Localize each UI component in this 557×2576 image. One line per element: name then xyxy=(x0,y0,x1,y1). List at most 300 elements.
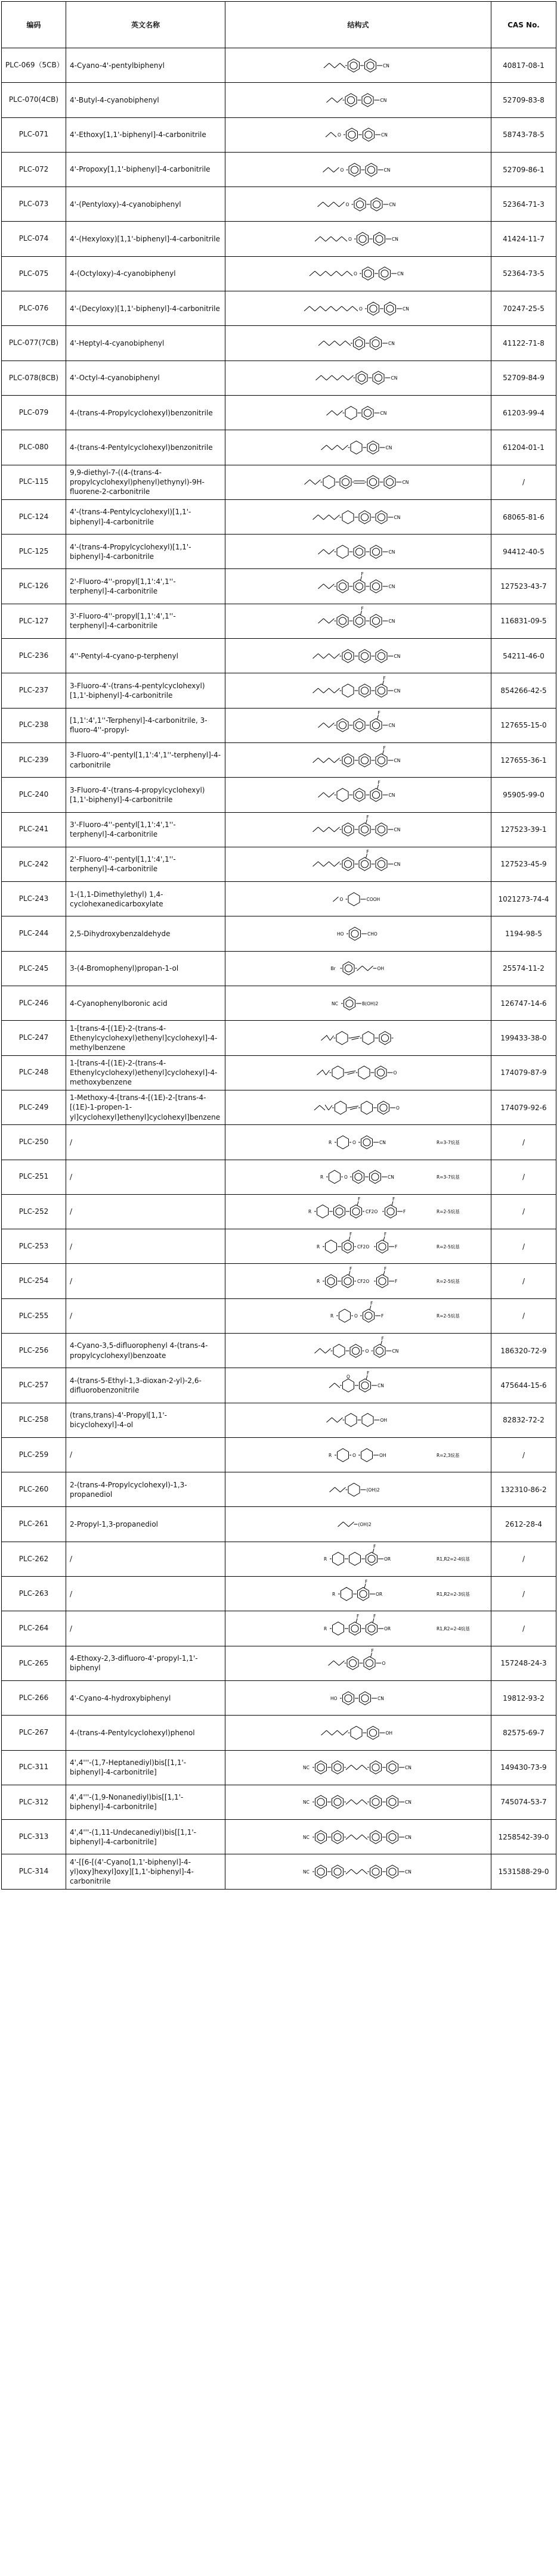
svg-text:F: F xyxy=(370,1301,373,1307)
table-row xyxy=(2,326,556,361)
svg-text:O: O xyxy=(365,1348,369,1354)
svg-text:F: F xyxy=(366,849,369,855)
structure-svg xyxy=(229,432,491,463)
cas-number: / xyxy=(491,465,556,499)
cas-number: 61204-01-1 xyxy=(491,430,556,465)
structure-svg xyxy=(229,1057,491,1088)
english-name: 4'-(trans-4-Propylcyclohexyl)[1,1'-biphenyl]-4-carbonitrile xyxy=(66,535,225,569)
structure-svg xyxy=(229,1474,491,1505)
english-name: 4-Ethoxy-2,3-difluoro-4'-propyl-1,1'-biphenyl xyxy=(66,1646,225,1680)
english-name: 2-(trans-4-Propylcyclohexyl)-1,3-propanediol xyxy=(66,1472,225,1507)
svg-text:CN: CN xyxy=(405,1869,411,1875)
cas-number: 174079-92-6 xyxy=(491,1090,556,1124)
structure-svg xyxy=(229,1161,491,1192)
svg-text:CN: CN xyxy=(394,757,401,763)
svg-text:F: F xyxy=(383,675,386,681)
english-name: 1-Methoxy-4-[trans-4-[(1E)-2-[trans-4-[(1E)-1-propen-1-yl]cyclohexyl]ethenyl]cyclohexyl]benzene xyxy=(66,1090,225,1124)
table-row xyxy=(2,1646,556,1680)
structure-svg xyxy=(229,745,491,776)
svg-text:F: F xyxy=(381,1313,384,1319)
svg-text:CN: CN xyxy=(405,1765,411,1771)
product-code: PLC-261 xyxy=(2,1507,66,1542)
structure-svg xyxy=(229,1856,491,1887)
svg-text:F: F xyxy=(383,745,386,751)
cas-number: 41424-11-7 xyxy=(491,222,556,256)
product-code: PLC-313 xyxy=(2,1820,66,1854)
english-name: / xyxy=(66,1125,225,1160)
cas-number: 475644-15-6 xyxy=(491,1368,556,1403)
english-name: 9,9-diethyl-7-((4-(trans-4-propylcyclohexyl)phenyl)ethynyl)-9H-fluorene-2-carbonitrile xyxy=(66,465,225,499)
svg-text:O: O xyxy=(354,271,357,277)
svg-text:OH: OH xyxy=(385,1730,393,1736)
table-row xyxy=(2,1403,556,1437)
svg-text:R=3-7烷基: R=3-7烷基 xyxy=(437,1139,460,1145)
svg-text:CN: CN xyxy=(394,688,401,694)
product-code: PLC-260 xyxy=(2,1472,66,1507)
cas-number: / xyxy=(491,1125,556,1160)
svg-text:CN: CN xyxy=(394,514,401,520)
structure-svg xyxy=(229,85,491,116)
table-row xyxy=(2,1264,556,1298)
table-row xyxy=(2,708,556,742)
english-name: 4''-Pentyl-4-cyano-p-terphenyl xyxy=(66,639,225,673)
structure-formula xyxy=(225,326,491,361)
structure-svg xyxy=(229,119,491,150)
structure-formula xyxy=(225,1472,491,1507)
english-name: 2'-Fluoro-4''-propyl[1,1':4',1''-terphenyl]-4-carbonitrile xyxy=(66,569,225,604)
structure-formula xyxy=(225,117,491,152)
product-code: PLC-080 xyxy=(2,430,66,465)
table-row xyxy=(2,673,556,708)
cas-number: 52709-84-9 xyxy=(491,361,556,395)
svg-text:OH: OH xyxy=(379,1452,386,1458)
english-name: / xyxy=(66,1264,225,1298)
svg-text:CN: CN xyxy=(379,1139,386,1145)
cas-number: 132310-86-2 xyxy=(491,1472,556,1507)
svg-text:CN: CN xyxy=(381,132,388,138)
structure-formula xyxy=(225,535,491,569)
product-code: PLC-125 xyxy=(2,535,66,569)
product-code: PLC-256 xyxy=(2,1333,66,1368)
structure-svg xyxy=(229,884,491,915)
product-code: PLC-266 xyxy=(2,1680,66,1715)
structure-svg xyxy=(229,1786,491,1817)
structure-formula xyxy=(225,291,491,326)
header-code: 编码 xyxy=(2,2,66,48)
cas-number: / xyxy=(491,1264,556,1298)
cas-number: 199433-38-0 xyxy=(491,1021,556,1055)
product-code: PLC-249 xyxy=(2,1090,66,1124)
svg-text:R=2-5烷基: R=2-5烷基 xyxy=(437,1244,460,1250)
structure-svg xyxy=(229,1613,491,1644)
svg-text:CN: CN xyxy=(405,1800,411,1806)
english-name: 4'-Propoxy[1,1'-biphenyl]-4-carbonitrile xyxy=(66,152,225,187)
structure-svg xyxy=(229,362,491,393)
table-row xyxy=(2,639,556,673)
structure-formula xyxy=(225,1507,491,1542)
structure-formula xyxy=(225,708,491,742)
english-name: / xyxy=(66,1437,225,1472)
svg-text:NC: NC xyxy=(332,1000,338,1006)
structure-svg xyxy=(229,467,491,498)
svg-text:CN: CN xyxy=(377,1695,384,1701)
english-name: / xyxy=(66,1577,225,1611)
table-row xyxy=(2,1333,556,1368)
structure-svg xyxy=(229,814,491,845)
table-row xyxy=(2,48,556,83)
english-name: 4-(Octyloxy)-4-cyanobiphenyl xyxy=(66,256,225,291)
svg-text:R: R xyxy=(317,1244,320,1250)
cas-number: 82832-72-2 xyxy=(491,1403,556,1437)
table-row xyxy=(2,430,556,465)
english-name: 4'-(trans-4-Pentylcyclohexyl)[1,1'-biphenyl]-4-carbonitrile xyxy=(66,499,225,534)
svg-text:HO: HO xyxy=(330,1695,338,1701)
structure-svg xyxy=(229,1543,491,1574)
english-name: 4'-Octyl-4-cyanobiphenyl xyxy=(66,361,225,395)
product-code: PLC-071 xyxy=(2,117,66,152)
product-code: PLC-074 xyxy=(2,222,66,256)
svg-text:F: F xyxy=(395,1279,398,1285)
structure-formula xyxy=(225,361,491,395)
structure-svg xyxy=(229,328,491,359)
cas-number: 52364-71-3 xyxy=(491,187,556,222)
structure-svg xyxy=(229,1717,491,1748)
svg-text:CHO: CHO xyxy=(367,931,377,937)
structure-formula xyxy=(225,1854,491,1889)
cas-number: 70247-25-5 xyxy=(491,291,556,326)
table-row xyxy=(2,1820,556,1854)
table-row xyxy=(2,1507,556,1542)
table-row xyxy=(2,1021,556,1055)
cas-number: 52709-86-1 xyxy=(491,152,556,187)
cas-number: / xyxy=(491,1160,556,1194)
structure-formula xyxy=(225,812,491,847)
svg-text:R: R xyxy=(320,1174,324,1180)
structure-svg xyxy=(229,258,491,289)
cas-number: 745074-53-7 xyxy=(491,1785,556,1819)
structure-svg xyxy=(229,710,491,741)
product-code: PLC-069（5CB） xyxy=(2,48,66,83)
structure-svg xyxy=(229,918,491,949)
table-row xyxy=(2,1298,556,1333)
product-code: PLC-311 xyxy=(2,1750,66,1785)
english-name: 3-Fluoro-4'-(trans-4-propylcyclohexyl)[1,1'-biphenyl]-4-carbonitrile xyxy=(66,778,225,812)
structure-formula xyxy=(225,395,491,430)
structure-svg xyxy=(229,1683,491,1714)
english-name: 4'-[[6-[(4'-Cyano[1,1'-biphenyl]-4-yl)oxy]hexyl]oxy][1,1'-biphenyl]-4-carbonitrile xyxy=(66,1854,225,1889)
english-name: 3'-Fluoro-4''-propyl[1,1':4',1''-terphenyl]-4-carbonitrile xyxy=(66,604,225,638)
svg-text:OH: OH xyxy=(377,966,385,972)
table-row xyxy=(2,1055,556,1090)
english-name: 1-[trans-4-[(1E)-2-(trans-4-Ethenylcyclohexyl)ethenyl]cyclohexyl]-4-methoxybenzene xyxy=(66,1055,225,1090)
svg-text:OR: OR xyxy=(376,1591,383,1597)
svg-text:O: O xyxy=(345,201,349,207)
cas-number: / xyxy=(491,1577,556,1611)
structure-formula xyxy=(225,1021,491,1055)
structure-svg xyxy=(229,1023,491,1054)
table-row xyxy=(2,395,556,430)
structure-svg xyxy=(229,1231,491,1262)
english-name: (trans,trans)-4'-Propyl[1,1'-bicyclohexyl]-4-ol xyxy=(66,1403,225,1437)
product-code: PLC-262 xyxy=(2,1542,66,1576)
english-name: 1-[trans-4-[(1E)-2-(trans-4-Ethenylcyclohexyl)ethenyl]cyclohexyl]-4-methylbenzene xyxy=(66,1021,225,1055)
structure-formula xyxy=(225,1333,491,1368)
cas-number: 40817-08-1 xyxy=(491,48,556,83)
cas-number: 25574-11-2 xyxy=(491,951,556,986)
structure-svg xyxy=(229,953,491,984)
structure-formula xyxy=(225,1055,491,1090)
product-code: PLC-079 xyxy=(2,395,66,430)
product-code: PLC-244 xyxy=(2,916,66,951)
structure-formula xyxy=(225,742,491,777)
english-name: 2'-Fluoro-4''-pentyl[1,1':4',1''-terphenyl]-4-carbonitrile xyxy=(66,847,225,881)
svg-text:CN: CN xyxy=(380,410,387,416)
structure-svg xyxy=(229,849,491,880)
structure-svg xyxy=(229,1196,491,1227)
svg-text:CN: CN xyxy=(405,1834,411,1840)
english-name: 4-Cyanophenylboronic acid xyxy=(66,986,225,1021)
cas-number: 52709-83-8 xyxy=(491,83,556,117)
cas-number: 127523-45-9 xyxy=(491,847,556,881)
svg-text:R=3-7烷基: R=3-7烷基 xyxy=(437,1174,460,1180)
structure-svg xyxy=(229,1092,491,1123)
svg-text:F: F xyxy=(384,1266,387,1272)
table-row xyxy=(2,1542,556,1576)
table-row xyxy=(2,1437,556,1472)
svg-text:CN: CN xyxy=(388,1174,394,1180)
cas-number: / xyxy=(491,1542,556,1576)
table-row xyxy=(2,1750,556,1785)
table-row xyxy=(2,1716,556,1750)
structure-formula xyxy=(225,1785,491,1819)
product-code: PLC-241 xyxy=(2,812,66,847)
svg-text:CN: CN xyxy=(392,237,398,243)
structure-formula xyxy=(225,604,491,638)
svg-text:O: O xyxy=(338,132,341,138)
svg-text:CN: CN xyxy=(380,97,387,103)
cas-number: / xyxy=(491,1229,556,1264)
structure-formula xyxy=(225,951,491,986)
structure-formula xyxy=(225,83,491,117)
cas-number: 58743-78-5 xyxy=(491,117,556,152)
product-code: PLC-252 xyxy=(2,1194,66,1229)
svg-text:O: O xyxy=(346,1374,350,1379)
product-code: PLC-077(7CB) xyxy=(2,326,66,361)
cas-number: 2612-28-4 xyxy=(491,1507,556,1542)
cas-number: 41122-71-8 xyxy=(491,326,556,361)
structure-svg xyxy=(229,293,491,324)
english-name: 4-(trans-4-Pentylcyclohexyl)phenol xyxy=(66,1716,225,1750)
table-row xyxy=(2,535,556,569)
table-row xyxy=(2,1090,556,1124)
svg-text:R1,R2=2-3烷基: R1,R2=2-3烷基 xyxy=(437,1591,470,1597)
structure-formula xyxy=(225,1194,491,1229)
svg-text:O: O xyxy=(396,1105,400,1111)
cas-number: 174079-87-9 xyxy=(491,1055,556,1090)
structure-formula xyxy=(225,1437,491,1472)
structure-svg xyxy=(229,1370,491,1401)
structure-formula xyxy=(225,916,491,951)
structure-svg xyxy=(229,571,491,602)
svg-text:HO: HO xyxy=(337,931,344,937)
svg-text:R=2-5烷基: R=2-5烷基 xyxy=(437,1209,460,1215)
svg-text:CN: CN xyxy=(377,1382,384,1388)
structure-svg xyxy=(229,1127,491,1158)
structure-svg xyxy=(229,536,491,567)
structure-svg xyxy=(229,1266,491,1297)
structure-svg xyxy=(229,779,491,810)
svg-text:CN: CN xyxy=(403,306,409,312)
svg-text:F: F xyxy=(358,1197,361,1202)
structure-formula xyxy=(225,1646,491,1680)
english-name: 4'-Cyano-4-hydroxybiphenyl xyxy=(66,1680,225,1715)
english-name: 2-Propyl-1,3-propanediol xyxy=(66,1507,225,1542)
product-code: PLC-255 xyxy=(2,1298,66,1333)
svg-text:CF2O: CF2O xyxy=(366,1209,378,1215)
product-code: PLC-247 xyxy=(2,1021,66,1055)
structure-formula xyxy=(225,1750,491,1785)
cas-number: / xyxy=(491,1611,556,1646)
english-name: / xyxy=(66,1611,225,1646)
table-row xyxy=(2,569,556,604)
english-name: 4'-Ethoxy[1,1'-biphenyl]-4-carbonitrile xyxy=(66,117,225,152)
product-code: PLC-243 xyxy=(2,882,66,916)
table-row xyxy=(2,847,556,881)
svg-text:F: F xyxy=(373,1544,376,1550)
header-cas: CAS No. xyxy=(491,2,556,48)
structure-svg xyxy=(229,1822,491,1853)
table-row xyxy=(2,604,556,638)
product-code: PLC-259 xyxy=(2,1437,66,1472)
cas-number: 127655-36-1 xyxy=(491,742,556,777)
cas-number: 1531588-29-0 xyxy=(491,1854,556,1889)
svg-text:R1,R2=2-4烷基: R1,R2=2-4烷基 xyxy=(437,1556,470,1562)
table-row xyxy=(2,882,556,916)
english-name: 4-Cyano-4'-pentylbiphenyl xyxy=(66,48,225,83)
svg-text:CN: CN xyxy=(388,549,395,555)
english-name: 4'-Butyl-4-cyanobiphenyl xyxy=(66,83,225,117)
product-code: PLC-072 xyxy=(2,152,66,187)
structure-formula xyxy=(225,847,491,881)
svg-text:CN: CN xyxy=(388,619,395,624)
product-code: PLC-124 xyxy=(2,499,66,534)
structure-formula xyxy=(225,430,491,465)
cas-number: 1194-98-5 xyxy=(491,916,556,951)
svg-text:CN: CN xyxy=(394,653,401,659)
english-name: / xyxy=(66,1229,225,1264)
svg-text:F: F xyxy=(403,1209,406,1215)
structure-formula xyxy=(225,1160,491,1194)
svg-text:F: F xyxy=(381,1335,384,1341)
product-code: PLC-115 xyxy=(2,465,66,499)
svg-text:NC: NC xyxy=(303,1765,310,1771)
table-row xyxy=(2,916,556,951)
english-name: / xyxy=(66,1160,225,1194)
svg-text:F: F xyxy=(366,815,369,821)
svg-text:F: F xyxy=(357,1614,360,1619)
product-code: PLC-248 xyxy=(2,1055,66,1090)
table-row xyxy=(2,1472,556,1507)
structure-formula xyxy=(225,187,491,222)
structure-formula xyxy=(225,1125,491,1160)
svg-text:R: R xyxy=(324,1626,327,1632)
svg-text:R: R xyxy=(329,1452,332,1458)
table-row xyxy=(2,1229,556,1264)
table-row xyxy=(2,1854,556,1889)
svg-text:F: F xyxy=(349,1231,352,1237)
structure-formula xyxy=(225,569,491,604)
english-name: 3-Fluoro-4'-(trans-4-pentylcyclohexyl)[1,1'-biphenyl]-4-carbonitrile xyxy=(66,673,225,708)
svg-text:NC: NC xyxy=(303,1834,310,1840)
svg-text:CN: CN xyxy=(388,723,395,729)
english-name: 4-(trans-4-Pentylcyclohexyl)benzonitrile xyxy=(66,430,225,465)
structure-formula xyxy=(225,1403,491,1437)
structure-svg xyxy=(229,154,491,185)
english-name: 4-Cyano-3,5-difluorophenyl 4-(trans-4-propylcyclohexyl)benzoate xyxy=(66,1333,225,1368)
product-code: PLC-245 xyxy=(2,951,66,986)
svg-text:OR: OR xyxy=(384,1556,391,1562)
svg-text:O: O xyxy=(352,1139,356,1145)
table-row xyxy=(2,361,556,395)
table-row xyxy=(2,1785,556,1819)
english-name: 3-(4-Bromophenyl)propan-1-ol xyxy=(66,951,225,986)
svg-text:F: F xyxy=(392,1197,395,1202)
svg-text:CN: CN xyxy=(392,1348,399,1354)
svg-text:R: R xyxy=(330,1313,334,1319)
product-code: PLC-254 xyxy=(2,1264,66,1298)
svg-text:O: O xyxy=(354,1313,358,1319)
svg-text:R: R xyxy=(308,1209,312,1215)
structure-svg xyxy=(229,397,491,428)
table-row xyxy=(2,83,556,117)
svg-text:(OH)2: (OH)2 xyxy=(358,1522,372,1528)
svg-text:CN: CN xyxy=(385,445,392,450)
cas-number: 127523-39-1 xyxy=(491,812,556,847)
product-code: PLC-073 xyxy=(2,187,66,222)
cas-number: 1021273-74-4 xyxy=(491,882,556,916)
structure-svg xyxy=(229,223,491,254)
svg-text:R1,R2=2-4烷基: R1,R2=2-4烷基 xyxy=(437,1626,470,1632)
english-name: 4'-(Decyloxy)[1,1'-biphenyl]-4-carbonitrile xyxy=(66,291,225,326)
english-name: 4',4'''-(1,11-Undecanediyl)bis[[1,1'-biphenyl]-4-carbonitrile] xyxy=(66,1820,225,1854)
structure-formula xyxy=(225,1820,491,1854)
svg-text:CN: CN xyxy=(394,827,401,833)
structure-formula xyxy=(225,465,491,499)
cas-number: 52364-73-5 xyxy=(491,256,556,291)
structure-svg xyxy=(229,1440,491,1471)
svg-text:O: O xyxy=(359,306,363,312)
table-row xyxy=(2,152,556,187)
svg-text:F: F xyxy=(377,779,380,785)
structure-formula xyxy=(225,152,491,187)
english-name: 4'-(Pentyloxy)-4-cyanobiphenyl xyxy=(66,187,225,222)
cas-number: 127523-43-7 xyxy=(491,569,556,604)
svg-text:O: O xyxy=(393,1070,397,1076)
cas-number: 19812-93-2 xyxy=(491,1680,556,1715)
svg-text:F: F xyxy=(373,1614,376,1619)
svg-text:(OH)2: (OH)2 xyxy=(366,1487,380,1493)
product-code: PLC-078(8CB) xyxy=(2,361,66,395)
svg-text:O: O xyxy=(340,167,344,173)
svg-text:CF2O: CF2O xyxy=(357,1244,370,1250)
product-code: PLC-240 xyxy=(2,778,66,812)
product-code: PLC-237 xyxy=(2,673,66,708)
product-code: PLC-265 xyxy=(2,1646,66,1680)
svg-text:F: F xyxy=(361,571,364,577)
structure-formula xyxy=(225,1716,491,1750)
english-name: 4',4'''-(1,7-Heptanediyl)bis[[1,1'-biphenyl]-4-carbonitrile] xyxy=(66,1750,225,1785)
svg-text:CN: CN xyxy=(388,584,395,590)
